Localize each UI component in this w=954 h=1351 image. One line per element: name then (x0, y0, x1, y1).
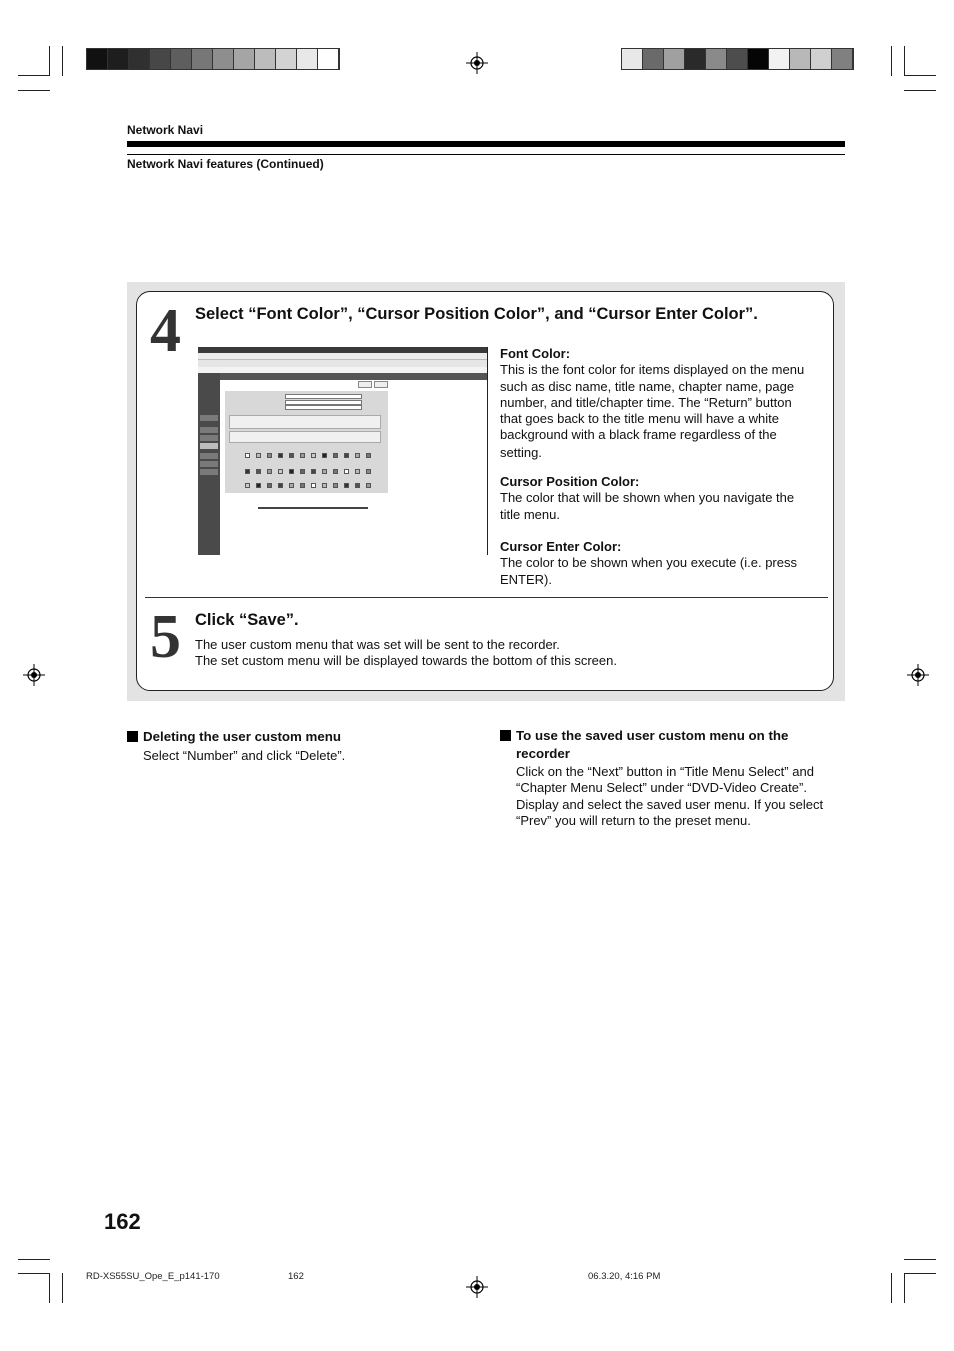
palette-cell (300, 469, 305, 474)
palette-cell (256, 469, 261, 474)
using-text (516, 764, 846, 829)
crop-mark (904, 1259, 936, 1260)
palette-cell (366, 483, 371, 488)
navi-sidebar (198, 373, 220, 555)
color-bar-left (86, 48, 340, 70)
step5-description (195, 637, 815, 670)
color-swatch (706, 49, 727, 69)
palette-cell (300, 483, 305, 488)
page-number: 162 (104, 1209, 141, 1234)
palette-cell (366, 469, 371, 474)
crop-mark (18, 75, 50, 76)
step-title: Click “Save”. (195, 611, 299, 629)
palette-cell (322, 469, 327, 474)
crop-mark (891, 1273, 892, 1303)
sidebar-item (200, 427, 218, 433)
header-rule-thin (127, 154, 845, 155)
color-swatch (748, 49, 769, 69)
using-heading (516, 727, 846, 763)
step-number: 5 (150, 603, 181, 671)
bullet-square-icon (500, 730, 511, 741)
palette-cell (355, 469, 360, 474)
crop-mark (18, 90, 50, 91)
color-swatch (622, 49, 643, 69)
heading-line: To use the saved user custom menu on the (516, 728, 789, 743)
color-swatch (108, 49, 129, 69)
text-line: Display and select the saved user menu. If you select (516, 796, 824, 812)
crop-mark (904, 1273, 905, 1303)
registration-mark-icon (23, 664, 45, 686)
color-swatch (318, 49, 339, 69)
color-swatch (255, 49, 276, 69)
crop-mark (904, 90, 936, 91)
cursor-position-heading: Cursor Position Color: (500, 474, 640, 489)
color-swatch (150, 49, 171, 69)
palette-cell (256, 453, 261, 458)
header-rule (127, 141, 845, 147)
palette-cell (278, 483, 283, 488)
desc-line: ENTER). (500, 571, 552, 587)
crop-mark (49, 46, 50, 76)
palette-cell (267, 469, 272, 474)
desc-line: The color to be shown when you execute (i.e. press (500, 555, 797, 571)
deleting-heading: Deleting the user custom menu (143, 729, 342, 744)
palette-cell (355, 453, 360, 458)
crop-mark (904, 46, 905, 76)
palette-cell (311, 469, 316, 474)
editor-header-bar (220, 373, 487, 380)
cursor-enter-description (500, 539, 830, 588)
registration-mark-icon (466, 52, 488, 74)
palette-cell (245, 469, 250, 474)
sidebar-item (200, 415, 218, 421)
crop-mark (18, 1273, 50, 1274)
editor-button (358, 381, 372, 388)
color-swatch (790, 49, 811, 69)
palette-cell (333, 469, 338, 474)
crop-mark (62, 46, 63, 76)
palette-cell (267, 483, 272, 488)
palette-cell (289, 453, 294, 458)
palette-cell (278, 469, 283, 474)
editor-option-group (229, 415, 381, 429)
color-swatch (664, 49, 685, 69)
color-bar-right (621, 48, 854, 70)
color-swatch (129, 49, 150, 69)
footer-page: 162 (288, 1271, 304, 1282)
sidebar-item (200, 443, 218, 449)
editor-field (285, 405, 362, 410)
palette-cell (333, 453, 338, 458)
text-line: “Chapter Menu Select” under “DVD-Video Create”. (516, 780, 807, 796)
palette-cell (278, 453, 283, 458)
crop-mark (18, 1259, 50, 1260)
crop-mark (49, 1273, 50, 1303)
registration-mark-icon (907, 664, 929, 686)
crop-mark (891, 46, 892, 76)
palette-cell (245, 453, 250, 458)
desc-line: This is the font color for items displayed on the menu (500, 362, 805, 378)
desc-line: The set custom menu will be displayed towards the bottom of this screen. (195, 653, 617, 669)
crop-mark (904, 75, 936, 76)
color-swatch (192, 49, 213, 69)
color-swatch (832, 49, 853, 69)
text-line: Click on the “Next” button in “Title Menu Select” and (516, 764, 814, 779)
color-swatch (213, 49, 234, 69)
palette-cell (355, 483, 360, 488)
deleting-text: Select “Number” and click “Delete”. (143, 748, 346, 763)
desc-line: such as disc name, title name, chapter name, page (500, 378, 795, 394)
palette-cell (322, 483, 327, 488)
palette-cell (267, 453, 272, 458)
browser-menubar (198, 353, 487, 360)
sidebar-item (200, 461, 218, 467)
palette-cell (366, 453, 371, 458)
crop-mark (904, 1273, 936, 1274)
palette-cell (333, 483, 338, 488)
cursor-position-description (500, 474, 830, 523)
editor-status-note (258, 507, 368, 509)
desc-line: The color that will be shown when you navigate the (500, 490, 795, 506)
palette-cell (245, 483, 250, 488)
sidebar-item (200, 453, 218, 459)
font-color-heading: Font Color: (500, 346, 571, 361)
registration-mark-icon (466, 1276, 488, 1298)
color-swatch (643, 49, 664, 69)
desc-line: number, and title/chapter time. The “Return” button (500, 394, 792, 410)
color-swatch (234, 49, 255, 69)
bullet-square-icon (127, 731, 138, 742)
step-divider (145, 597, 828, 598)
color-swatch (171, 49, 192, 69)
color-swatch (87, 49, 108, 69)
color-swatch (685, 49, 706, 69)
desc-line: title menu. (500, 506, 560, 522)
palette-cell (344, 469, 349, 474)
color-swatch (769, 49, 790, 69)
text-line: “Prev” you will return to the preset menu. (516, 812, 751, 828)
editor-field (285, 394, 362, 399)
color-swatch (727, 49, 748, 69)
step-title: Select “Font Color”, “Cursor Position Color”, and “Cursor Enter Color”. (195, 305, 758, 323)
sidebar-item (200, 435, 218, 441)
palette-cell (289, 469, 294, 474)
crop-mark (62, 1273, 63, 1303)
cursor-enter-heading: Cursor Enter Color: (500, 539, 622, 554)
editor-button (374, 381, 388, 388)
palette-cell (300, 453, 305, 458)
palette-cell (344, 483, 349, 488)
editor-form (225, 391, 388, 493)
palette-cell (311, 483, 316, 488)
color-swatch (276, 49, 297, 69)
sidebar-item (200, 469, 218, 475)
palette-cell (322, 453, 327, 458)
section-title: Network Navi (127, 123, 204, 137)
subsection-title: Network Navi features (Continued) (127, 157, 324, 171)
heading-line: recorder (516, 746, 570, 761)
footer-file: RD-XS55SU_Ope_E_p141-170 (86, 1271, 220, 1282)
color-swatch (297, 49, 318, 69)
palette-cell (311, 453, 316, 458)
editor-option-group (229, 431, 381, 443)
desc-line: background with a black frame regardless of the (500, 427, 777, 443)
step-number: 4 (150, 297, 181, 365)
desc-line: setting. (500, 444, 542, 460)
font-color-description (500, 346, 830, 461)
desc-line: that goes back to the title menu will have a white (500, 411, 779, 427)
palette-cell (289, 483, 294, 488)
custom-menu-editor-screenshot (198, 347, 488, 555)
desc-line: The user custom menu that was set will be sent to the recorder. (195, 637, 560, 652)
palette-cell (256, 483, 261, 488)
footer-timestamp: 06.3.20, 4:16 PM (588, 1271, 661, 1282)
color-swatch (811, 49, 832, 69)
palette-cell (344, 453, 349, 458)
